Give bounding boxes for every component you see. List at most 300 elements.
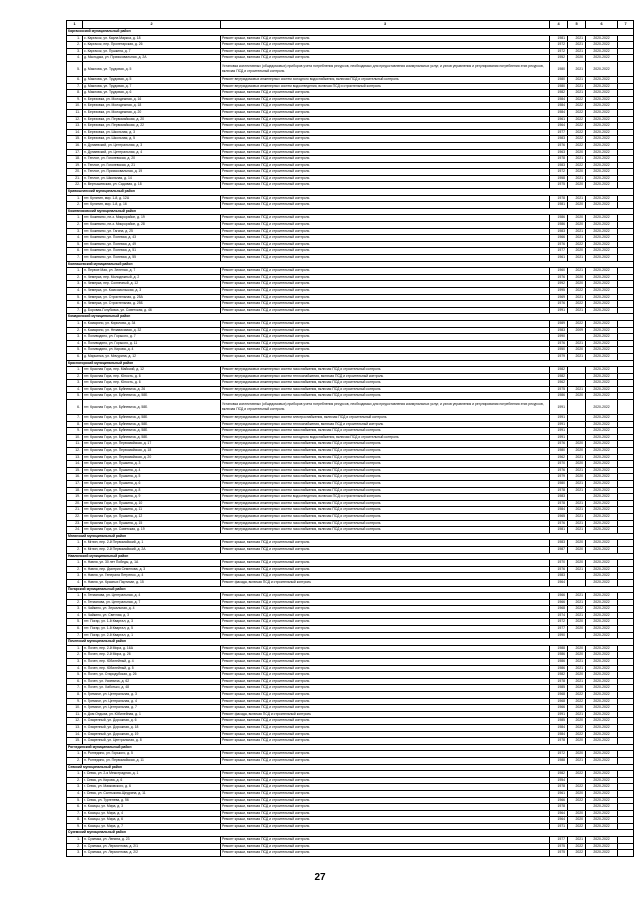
- section-row: [67, 744, 634, 751]
- table-row: [67, 373, 634, 380]
- address-cell: п. Рогнедино, ул. Первомайская, д. 11: [83, 757, 221, 764]
- year-built-cell: 1965: [550, 513, 568, 520]
- work-type-cell: Ремонт крыши, включая ПСД и строительный контроль: [221, 202, 550, 209]
- extra-cell: [618, 287, 634, 294]
- period-cell: 2020-2022: [586, 35, 618, 42]
- column-header: 7: [618, 21, 634, 29]
- address-cell: г. Севск, ул. Маяковского, д. 6: [83, 784, 221, 791]
- table-row: [67, 274, 634, 281]
- address-cell: п. Чайкино, ул. Светлая, д. 3: [83, 612, 221, 619]
- extra-cell: [618, 162, 634, 169]
- extra-cell: [618, 55, 634, 62]
- period-cell: 2020-2022: [586, 109, 618, 116]
- table-row: [67, 195, 634, 202]
- year-cell: 2020: [568, 215, 586, 222]
- section-row: [67, 830, 634, 837]
- period-cell: 2020-2022: [586, 599, 618, 606]
- address-cell: пгт. Красная Гора, ул. Пушкина, д. 4: [83, 467, 221, 474]
- year-cell: 2021: [568, 500, 586, 507]
- extra-cell: [618, 606, 634, 613]
- address-cell: пгт. Кулитин, мкр. 1-й, д. 12А: [83, 195, 221, 202]
- row-number: 3.: [67, 606, 83, 613]
- period-cell: 2020-2022: [586, 386, 618, 393]
- year-cell: 2021: [568, 35, 586, 42]
- table-row: [67, 367, 634, 374]
- year-cell: [568, 428, 586, 435]
- year-built-cell: 1976: [550, 520, 568, 527]
- extra-cell: [618, 804, 634, 811]
- period-cell: 2020-2022: [586, 626, 618, 633]
- year-built-cell: 1982: [550, 373, 568, 380]
- work-type-cell: Ремонт крыши, включая ПСД и строительный контроль: [221, 136, 550, 143]
- extra-cell: [618, 481, 634, 488]
- year-built-cell: 1958: [550, 175, 568, 182]
- period-cell: 2020-2022: [586, 268, 618, 275]
- work-type-cell: Ремонт крыши, включая ПСД и строительный контроль: [221, 843, 550, 850]
- work-type-cell: Ремонт крыши, включая ПСД и строительный контроль: [221, 215, 550, 222]
- address-cell: пгт. Красная Гора, ул. Буйневича, д. 58Б: [83, 393, 221, 400]
- year-cell: 2022: [568, 606, 586, 613]
- row-number: 15.: [67, 467, 83, 474]
- address-cell: пгт. Кожевино, ул. Гагина, д. 25: [83, 228, 221, 235]
- table-row: [67, 527, 634, 534]
- work-type-cell: Ремонт крыши, включая ПСД и строительный контроль: [221, 268, 550, 275]
- table-row: [67, 659, 634, 666]
- year-built-cell: 1981: [550, 35, 568, 42]
- work-type-cell: Ремонт внутридомовых инженерных систем газоснабжения, включая ПСД и строительный контроль: [221, 386, 550, 393]
- table-row: [67, 705, 634, 712]
- year-cell: 2022: [568, 784, 586, 791]
- table-row: [67, 434, 634, 441]
- year-built-cell: 1987: [550, 546, 568, 553]
- period-cell: 2020-2022: [586, 692, 618, 699]
- year-built-cell: 1991: [550, 428, 568, 435]
- address-cell: п. Почеп, пер. 2-й Мира, д. 16А: [83, 645, 221, 652]
- table-row: [67, 474, 634, 481]
- work-type-cell: Ремонт внутридомовых инженерных систем газоснабжения, включая ПСД и строительный контроль: [221, 441, 550, 448]
- period-cell: 2020-2022: [586, 380, 618, 387]
- column-header-row: [67, 21, 634, 29]
- row-number: 1.: [67, 560, 83, 567]
- row-number: 4.: [67, 235, 83, 242]
- period-cell: 2020-2022: [586, 149, 618, 156]
- work-type-cell: Ремонт крыши, включая ПСД и строительный контроль: [221, 612, 550, 619]
- address-cell: пгт. Красная Гора, ул. Пушкина, д. 6: [83, 481, 221, 488]
- extra-cell: [618, 566, 634, 573]
- year-cell: 2022: [568, 123, 586, 130]
- year-cell: 2020: [568, 393, 586, 400]
- year-built-cell: 1983: [550, 494, 568, 501]
- row-number: 17.: [67, 481, 83, 488]
- extra-cell: [618, 513, 634, 520]
- table-row: [67, 421, 634, 428]
- row-number: 9.: [67, 96, 83, 103]
- address-cell: п. Гетманова, ул. Центральная, д. 4: [83, 593, 221, 600]
- period-cell: 2020-2022: [586, 42, 618, 49]
- extra-cell: [618, 400, 634, 415]
- extra-cell: [618, 724, 634, 731]
- year-built-cell: 1962: [550, 454, 568, 461]
- year-built-cell: 1962: [550, 380, 568, 387]
- table-row: [67, 784, 634, 791]
- row-number: 12.: [67, 448, 83, 455]
- extra-cell: [618, 454, 634, 461]
- table-row: [67, 599, 634, 606]
- table-row: [67, 731, 634, 738]
- year-built-cell: 1976: [550, 301, 568, 308]
- year-cell: 2021: [568, 454, 586, 461]
- year-cell: 2022: [568, 698, 586, 705]
- year-built-cell: 1982: [550, 367, 568, 374]
- year-cell: [568, 494, 586, 501]
- year-built-cell: 1964: [550, 123, 568, 130]
- table-row: [67, 103, 634, 110]
- section-title: Суземский муниципальный район: [67, 830, 634, 837]
- extra-cell: [618, 612, 634, 619]
- work-type-cell: Ремонт крыши, включая ПСД и строительный контроль: [221, 175, 550, 182]
- work-type-cell: Ремонт крыши, включая ПСД и строительный контроль: [221, 109, 550, 116]
- table-row: [67, 281, 634, 288]
- row-number: 2.: [67, 566, 83, 573]
- work-type-cell: Ремонт крыши, включая ПСД и строительный контроль: [221, 353, 550, 360]
- year-built-cell: 1981: [550, 202, 568, 209]
- extra-cell: [618, 632, 634, 639]
- year-cell: 2022: [568, 241, 586, 248]
- year-cell: 2021: [568, 42, 586, 49]
- row-number: 3.: [67, 573, 83, 580]
- row-number: 24.: [67, 527, 83, 534]
- period-cell: 2020-2022: [586, 672, 618, 679]
- address-cell: пгт. Кожевино, пл-з. Микрорайон, д. 19: [83, 215, 221, 222]
- address-cell: п. Чемерка, пер. Молодежный, д. 2: [83, 274, 221, 281]
- work-type-cell: Ремонт крыши, включая ПСД и строительный контроль: [221, 182, 550, 189]
- row-number: 2.: [67, 222, 83, 229]
- table-row: [67, 481, 634, 488]
- period-cell: 2020-2022: [586, 182, 618, 189]
- work-type-cell: Ремонт внутридомовых инженерных систем газоснабжения, включая ПСД и строительный контроль: [221, 527, 550, 534]
- work-type-cell: Ремонт крыши, включая ПСД и строительный контроль: [221, 810, 550, 817]
- period-cell: 2020-2022: [586, 136, 618, 143]
- table-row: [67, 751, 634, 758]
- year-cell: 2021: [568, 612, 586, 619]
- table-row: [67, 327, 634, 334]
- address-cell: пгт. Красная Гора, ул. Первомайская, д. 18: [83, 448, 221, 455]
- work-type-cell: Ремонт крыши, включая ПСД и строительный контроль: [221, 255, 550, 262]
- address-cell: п. Березовка, ул. Молодежная, д. 20: [83, 109, 221, 116]
- table-row: [67, 320, 634, 327]
- extra-cell: [618, 434, 634, 441]
- period-cell: 2020-2022: [586, 494, 618, 501]
- row-number: 6.: [67, 353, 83, 360]
- extra-cell: [618, 784, 634, 791]
- address-cell: г. Севск, ул. Тургенева, д. 56: [83, 797, 221, 804]
- period-cell: 2020-2022: [586, 448, 618, 455]
- table-row: [67, 340, 634, 347]
- address-cell: д. Маклова, ул. Трудовая, д. 5: [83, 76, 221, 83]
- row-number: 2.: [67, 599, 83, 606]
- year-cell: [568, 400, 586, 415]
- address-cell: п. Суземка, ул. Лермонтова, д. 2/1: [83, 843, 221, 850]
- period-cell: 2020-2022: [586, 560, 618, 567]
- year-cell: 2021: [568, 90, 586, 97]
- address-cell: п. Вертышевская, ул. Садовая, д. 18: [83, 182, 221, 189]
- period-cell: 2020-2022: [586, 474, 618, 481]
- period-cell: 2020-2022: [586, 771, 618, 778]
- year-cell: 2020: [568, 248, 586, 255]
- table-row: [67, 619, 634, 626]
- year-built-cell: 1954: [550, 777, 568, 784]
- row-number: 2.: [67, 757, 83, 764]
- section-title: Навлинский муниципальный район: [67, 553, 634, 560]
- year-cell: 2021: [568, 527, 586, 534]
- table-row: [67, 757, 634, 764]
- period-cell: 2020-2022: [586, 195, 618, 202]
- row-number: 14.: [67, 731, 83, 738]
- table-row: [67, 560, 634, 567]
- year-cell: 2022: [568, 771, 586, 778]
- row-number: 4.: [67, 287, 83, 294]
- table-row: [67, 441, 634, 448]
- extra-cell: [618, 678, 634, 685]
- extra-cell: [618, 461, 634, 468]
- year-built-cell: 1964: [550, 817, 568, 824]
- work-type-cell: Ремонт внутридомовых инженерных систем газоснабжения, включая ПСД и строительный контроль: [221, 380, 550, 387]
- year-built-cell: 1995: [550, 287, 568, 294]
- address-cell: п. Теплое, ул. Гоголевская, д. 21: [83, 162, 221, 169]
- year-cell: 2020: [568, 790, 586, 797]
- year-cell: 2020: [568, 149, 586, 156]
- table-row: [67, 334, 634, 341]
- period-cell: 2020-2022: [586, 415, 618, 422]
- address-cell: п. Комарино, ул. Независимая, д. 32: [83, 327, 221, 334]
- work-type-cell: Ремонт крыши, включая ПСД и строительный контроль: [221, 672, 550, 679]
- period-cell: 2020-2022: [586, 222, 618, 229]
- address-cell: пгт. Красная Гора, ул. Первомайская, д. 17: [83, 441, 221, 448]
- table-row: [67, 454, 634, 461]
- extra-cell: [618, 142, 634, 149]
- work-type-cell: Ремонт внутридомовых инженерных систем газоснабжения, включая ПСД и строительный контроль: [221, 520, 550, 527]
- period-cell: 2020-2022: [586, 307, 618, 314]
- table-row: [67, 718, 634, 725]
- period-cell: 2020-2022: [586, 520, 618, 527]
- period-cell: 2020-2022: [586, 274, 618, 281]
- extra-cell: [618, 228, 634, 235]
- address-cell: п. Теплое, ул. Приисковальная, д. 19: [83, 169, 221, 176]
- period-cell: 2020-2022: [586, 645, 618, 652]
- year-cell: 2021: [568, 175, 586, 182]
- year-cell: 2022: [568, 116, 586, 123]
- row-number: 9.: [67, 698, 83, 705]
- table-row: [67, 241, 634, 248]
- address-cell: пгт. Красная Гора, ул. Пушкина, д. 10: [83, 500, 221, 507]
- year-built-cell: 1980: [550, 61, 568, 76]
- row-number: 2.: [67, 42, 83, 49]
- period-cell: 2020-2022: [586, 123, 618, 130]
- period-cell: 2020-2022: [586, 790, 618, 797]
- table-row: [67, 606, 634, 613]
- table-row: [67, 823, 634, 830]
- extra-cell: [618, 83, 634, 90]
- extra-cell: [618, 294, 634, 301]
- repair-program-table: [66, 20, 634, 857]
- work-type-cell: Ремонт крыши, включая ПСД и строительный контроль: [221, 678, 550, 685]
- period-cell: 2020-2022: [586, 241, 618, 248]
- work-type-cell: Ремонт крыши, включая ПСД и строительный контроль: [221, 738, 550, 745]
- year-built-cell: 1976: [550, 566, 568, 573]
- section-title: Кривошеинский муниципальный район: [67, 189, 634, 196]
- work-type-cell: Ремонт внутридомовых инженерных систем газоснабжения, включая ПСД и строительный контроль: [221, 507, 550, 514]
- row-number: 11.: [67, 109, 83, 116]
- year-built-cell: 1991: [550, 307, 568, 314]
- table-row: [67, 771, 634, 778]
- table-row: [67, 142, 634, 149]
- address-cell: пгт. Кожевино, ул. Полевая, д. 43: [83, 235, 221, 242]
- work-type-cell: Ремонт крыши, включая ПСД и строительный контроль: [221, 626, 550, 633]
- address-cell: п. Чемерка, ул. Комсомольская, д. 3: [83, 287, 221, 294]
- period-cell: 2020-2022: [586, 698, 618, 705]
- year-cell: 2022: [568, 843, 586, 850]
- year-cell: [568, 373, 586, 380]
- extra-cell: [618, 340, 634, 347]
- extra-cell: [618, 507, 634, 514]
- period-cell: 2020-2022: [586, 116, 618, 123]
- work-type-cell: Ремонт крыши, включая ПСД и строительный контроль: [221, 228, 550, 235]
- year-cell: 2020: [568, 546, 586, 553]
- year-cell: 2022: [568, 301, 586, 308]
- table-row: [67, 287, 634, 294]
- extra-cell: [618, 771, 634, 778]
- row-number: 6.: [67, 626, 83, 633]
- address-cell: п. Чемерка, ул. Строительная, д. 25А: [83, 294, 221, 301]
- address-cell: п. Комарино, ул. Кирилова, д. 34: [83, 320, 221, 327]
- period-cell: 2020-2022: [586, 334, 618, 341]
- year-cell: [568, 421, 586, 428]
- extra-cell: [618, 195, 634, 202]
- extra-cell: [618, 494, 634, 501]
- extra-cell: [618, 685, 634, 692]
- row-number: 7.: [67, 83, 83, 90]
- work-type-cell: Ремонт крыши, включая ПСД и строительный контроль: [221, 334, 550, 341]
- row-number: 3.: [67, 281, 83, 288]
- work-type-cell: Ремонт крыши, включая ПСД и строительный контроль: [221, 195, 550, 202]
- work-type-cell: Ремонт крыши, включая ПСД и строительный контроль: [221, 540, 550, 547]
- address-cell: г. Севск, ул. Кирова, д. 6: [83, 777, 221, 784]
- work-type-cell: Ремонт крыши, включая ПСД и строительный контроль: [221, 42, 550, 49]
- period-cell: 2020-2022: [586, 175, 618, 182]
- work-type-cell: Ремонт крыши, включая ПСД и строительный контроль: [221, 619, 550, 626]
- row-number: 9.: [67, 428, 83, 435]
- column-header: 5: [568, 21, 586, 29]
- section-row: [67, 639, 634, 646]
- period-cell: 2020-2022: [586, 665, 618, 672]
- year-built-cell: 1976: [550, 241, 568, 248]
- address-cell: пгт. Красная Гора, ул. Буйневича, д. 58Б: [83, 400, 221, 415]
- row-number: 4.: [67, 55, 83, 62]
- year-built-cell: 1984: [550, 724, 568, 731]
- period-cell: 2020-2022: [586, 817, 618, 824]
- period-cell: 2020-2022: [586, 162, 618, 169]
- table-row: [67, 301, 634, 308]
- row-number: 7.: [67, 415, 83, 422]
- work-type-cell: Ремонт крыши, включая ПСД и строительный контроль: [221, 718, 550, 725]
- extra-cell: [618, 61, 634, 76]
- table-row: [67, 777, 634, 784]
- table-row: [67, 400, 634, 415]
- extra-cell: [618, 415, 634, 422]
- year-cell: 2021: [568, 156, 586, 163]
- work-type-cell: Ремонт крыши, включая ПСД и строительный контроль: [221, 645, 550, 652]
- year-cell: 2021: [568, 507, 586, 514]
- table-row: [67, 48, 634, 55]
- address-cell: п. Поливодино, ул. Кирова, д. 4: [83, 347, 221, 354]
- table-row: [67, 175, 634, 182]
- extra-cell: [618, 817, 634, 824]
- address-cell: п. Почеп, пер. Юбилейный, д. 4: [83, 659, 221, 666]
- period-cell: 2020-2022: [586, 784, 618, 791]
- work-type-cell: Ремонт крыши, включая ПСД и строительный контроль: [221, 692, 550, 699]
- period-cell: 2020-2022: [586, 843, 618, 850]
- year-cell: 2021: [568, 665, 586, 672]
- year-cell: 2020: [568, 626, 586, 633]
- period-cell: 2020-2022: [586, 540, 618, 547]
- year-built-cell: 1982: [550, 771, 568, 778]
- year-built-cell: 1966: [550, 235, 568, 242]
- extra-cell: [618, 215, 634, 222]
- table-row: [67, 626, 634, 633]
- section-title: Колпашевский муниципальный район: [67, 261, 634, 268]
- row-number: 21.: [67, 175, 83, 182]
- row-number: 1.: [67, 367, 83, 374]
- year-built-cell: 1988: [550, 757, 568, 764]
- work-type-cell: Ремонт крыши, включая ПСД и строительный контроль: [221, 149, 550, 156]
- row-number: 4.: [67, 579, 83, 586]
- row-number: 20.: [67, 500, 83, 507]
- work-type-cell: Ремонт крыши, включая ПСД и строительный контроль: [221, 274, 550, 281]
- extra-cell: [618, 692, 634, 699]
- period-cell: 2020-2022: [586, 434, 618, 441]
- address-cell: пгт. Погар, ул. 1-й Квартал, д. 3: [83, 619, 221, 626]
- table-row: [67, 837, 634, 844]
- year-built-cell: 1984: [550, 96, 568, 103]
- work-type-cell: Ремонт внутридомовых инженерных систем газоснабжения, включая ПСД и строительный контроль: [221, 393, 550, 400]
- extra-cell: [618, 751, 634, 758]
- period-cell: 2020-2022: [586, 255, 618, 262]
- extra-cell: [618, 626, 634, 633]
- period-cell: 2020-2022: [586, 797, 618, 804]
- row-number: 17.: [67, 149, 83, 156]
- address-cell: пгт. Красная Гора, ул. Пушкина, д. 8: [83, 487, 221, 494]
- address-cell: пгт. Кожевино, ул. Полевая, д. 55: [83, 255, 221, 262]
- period-cell: 2020-2022: [586, 373, 618, 380]
- address-cell: п. Чемерка, пер. Солнечный, д. 12: [83, 281, 221, 288]
- extra-cell: [618, 367, 634, 374]
- section-row: [67, 314, 634, 321]
- extra-cell: [618, 353, 634, 360]
- column-header: 4: [550, 21, 568, 29]
- year-cell: 2021: [568, 599, 586, 606]
- row-number: 8.: [67, 421, 83, 428]
- extra-cell: [618, 76, 634, 83]
- year-cell: 2022: [568, 129, 586, 136]
- row-number: 3.: [67, 784, 83, 791]
- address-cell: пгт. Красная Гора, ул. Буйневича, д. 58Б: [83, 415, 221, 422]
- year-built-cell: 1986: [550, 215, 568, 222]
- year-cell: 2021: [568, 268, 586, 275]
- row-number: 18.: [67, 487, 83, 494]
- year-cell: 2020: [568, 672, 586, 679]
- year-built-cell: 1972: [550, 619, 568, 626]
- table-row: [67, 169, 634, 176]
